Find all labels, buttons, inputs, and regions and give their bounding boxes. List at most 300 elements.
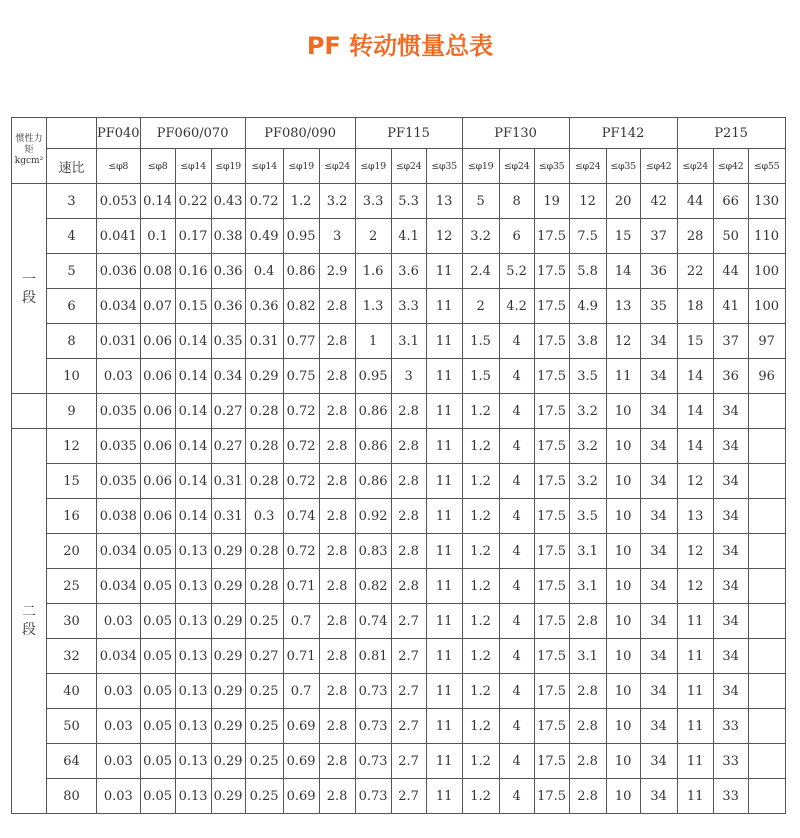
- value-cell: 0.07: [140, 289, 175, 324]
- value-cell: 2: [355, 219, 391, 254]
- value-cell: 1.2: [462, 464, 499, 499]
- value-cell: 0.29: [211, 534, 245, 569]
- value-cell: 37: [640, 219, 677, 254]
- value-cell: 2.8: [319, 744, 355, 779]
- shaft-size-header: ≤φ24: [391, 149, 426, 184]
- value-cell: 14: [677, 394, 713, 429]
- value-cell: 1: [355, 324, 391, 359]
- value-cell: [748, 604, 785, 639]
- value-cell: 14: [677, 429, 713, 464]
- value-cell: 0.05: [140, 534, 175, 569]
- value-cell: 34: [713, 499, 748, 534]
- value-cell: 1.2: [462, 394, 499, 429]
- value-cell: 34: [640, 709, 677, 744]
- value-cell: 0.06: [140, 429, 175, 464]
- stage-two-label_line2: 段: [22, 622, 36, 638]
- value-cell: 0.14: [175, 464, 211, 499]
- value-cell: 1.5: [462, 324, 499, 359]
- value-cell: 3.3: [355, 184, 391, 219]
- value-cell: 4: [499, 569, 534, 604]
- value-cell: 17.5: [534, 359, 569, 394]
- value-cell: 110: [748, 219, 785, 254]
- shaft-size-header: ≤φ42: [713, 149, 748, 184]
- value-cell: 0.7: [283, 674, 319, 709]
- ratio-cell: 25: [47, 569, 97, 604]
- value-cell: 33: [713, 779, 748, 814]
- value-cell: 17.5: [534, 744, 569, 779]
- table-row: [12, 534, 786, 569]
- ratio-cell: 80: [47, 779, 97, 814]
- value-cell: 2.8: [391, 499, 426, 534]
- value-cell: 0.05: [140, 779, 175, 814]
- value-cell: 5.8: [569, 254, 606, 289]
- value-cell: 3.1: [391, 324, 426, 359]
- value-cell: 20: [606, 184, 640, 219]
- value-cell: 1.2: [462, 674, 499, 709]
- value-cell: 44: [677, 184, 713, 219]
- shaft-size-header: ≤φ35: [606, 149, 640, 184]
- shaft-size-header: ≤φ55: [748, 149, 785, 184]
- inertia-table: [11, 117, 786, 814]
- value-cell: 0.7: [283, 604, 319, 639]
- value-cell: 2.8: [391, 394, 426, 429]
- value-cell: 4: [499, 709, 534, 744]
- value-cell: 0.34: [211, 359, 245, 394]
- value-cell: [748, 464, 785, 499]
- value-cell: 0.25: [245, 604, 283, 639]
- value-cell: 34: [640, 779, 677, 814]
- table-row: [12, 254, 786, 289]
- value-cell: 11: [426, 429, 462, 464]
- value-cell: 1.2: [462, 499, 499, 534]
- value-cell: 0.06: [140, 464, 175, 499]
- ratio-cell: 16: [47, 499, 97, 534]
- value-cell: 11: [426, 254, 462, 289]
- value-cell: 34: [640, 499, 677, 534]
- value-cell: 1.2: [462, 569, 499, 604]
- model-header: PF040: [97, 118, 141, 149]
- value-cell: 0.034: [97, 569, 141, 604]
- value-cell: 0.03: [97, 604, 141, 639]
- value-cell: 28: [677, 219, 713, 254]
- value-cell: 0.49: [245, 219, 283, 254]
- value-cell: 0.14: [175, 429, 211, 464]
- value-cell: 0.77: [283, 324, 319, 359]
- value-cell: 0.08: [140, 254, 175, 289]
- value-cell: 4: [499, 604, 534, 639]
- value-cell: 10: [606, 639, 640, 674]
- value-cell: 0.05: [140, 639, 175, 674]
- value-cell: 34: [713, 429, 748, 464]
- value-cell: 130: [748, 184, 785, 219]
- value-cell: 0.86: [355, 394, 391, 429]
- value-cell: 11: [677, 709, 713, 744]
- value-cell: 4.2: [499, 289, 534, 324]
- table-row: [12, 429, 786, 464]
- value-cell: 7.5: [569, 219, 606, 254]
- value-cell: 17.5: [534, 534, 569, 569]
- value-cell: 0.035: [97, 429, 141, 464]
- value-cell: 0.71: [283, 569, 319, 604]
- value-cell: 2: [462, 289, 499, 324]
- value-cell: 3.8: [569, 324, 606, 359]
- stage-one-label_line2: 段: [22, 289, 36, 306]
- value-cell: 0.13: [175, 604, 211, 639]
- value-cell: 1.5: [462, 359, 499, 394]
- value-cell: 0.27: [245, 639, 283, 674]
- value-cell: 22: [677, 254, 713, 289]
- value-cell: 0.15: [175, 289, 211, 324]
- value-cell: 34: [640, 429, 677, 464]
- value-cell: 34: [640, 639, 677, 674]
- table-row: [12, 674, 786, 709]
- ratio-cell: 4: [47, 219, 97, 254]
- value-cell: 0.28: [245, 429, 283, 464]
- value-cell: 0.03: [97, 359, 141, 394]
- value-cell: 0.06: [140, 394, 175, 429]
- value-cell: 0.28: [245, 569, 283, 604]
- value-cell: 10: [606, 394, 640, 429]
- value-cell: [748, 499, 785, 534]
- value-cell: 11: [426, 674, 462, 709]
- value-cell: 0.31: [211, 499, 245, 534]
- value-cell: 0.69: [283, 709, 319, 744]
- value-cell: 2.8: [319, 429, 355, 464]
- table-row: [12, 464, 786, 499]
- shaft-size-header: ≤φ8: [140, 149, 175, 184]
- value-cell: 0.27: [211, 429, 245, 464]
- value-cell: 0.034: [97, 534, 141, 569]
- value-cell: 3.2: [319, 184, 355, 219]
- value-cell: 17.5: [534, 604, 569, 639]
- value-cell: 34: [640, 534, 677, 569]
- stage-label-two: [12, 429, 47, 814]
- value-cell: 1.2: [462, 744, 499, 779]
- value-cell: 3.2: [569, 464, 606, 499]
- value-cell: 0.035: [97, 464, 141, 499]
- value-cell: 11: [677, 639, 713, 674]
- ratio-cell: 30: [47, 604, 97, 639]
- value-cell: 3: [319, 219, 355, 254]
- model-header: PF080/090: [245, 118, 355, 149]
- value-cell: 0.1: [140, 219, 175, 254]
- value-cell: 2.4: [462, 254, 499, 289]
- value-cell: 2.7: [391, 709, 426, 744]
- value-cell: 0.74: [283, 499, 319, 534]
- value-cell: 34: [640, 464, 677, 499]
- value-cell: [748, 639, 785, 674]
- value-cell: 3.2: [569, 429, 606, 464]
- ratio-cell: 5: [47, 254, 97, 289]
- value-cell: 4: [499, 534, 534, 569]
- value-cell: [748, 394, 785, 429]
- table-row: [12, 709, 786, 744]
- ratio-cell: 50: [47, 709, 97, 744]
- value-cell: 11: [426, 534, 462, 569]
- value-cell: 34: [713, 604, 748, 639]
- value-cell: 2.7: [391, 744, 426, 779]
- value-cell: 3.2: [462, 219, 499, 254]
- value-cell: 0.13: [175, 569, 211, 604]
- value-cell: 0.72: [283, 429, 319, 464]
- value-cell: [748, 779, 785, 814]
- value-cell: 0.27: [211, 394, 245, 429]
- value-cell: 2.8: [319, 639, 355, 674]
- value-cell: 12: [569, 184, 606, 219]
- value-cell: 0.13: [175, 534, 211, 569]
- value-cell: 0.03: [97, 779, 141, 814]
- value-cell: 6: [499, 219, 534, 254]
- value-cell: 0.17: [175, 219, 211, 254]
- table-row: [12, 184, 786, 219]
- value-cell: 3.1: [569, 639, 606, 674]
- value-cell: 0.14: [175, 394, 211, 429]
- table-row: [12, 744, 786, 779]
- value-cell: 0.82: [283, 289, 319, 324]
- value-cell: 12: [606, 324, 640, 359]
- value-cell: 11: [426, 464, 462, 499]
- value-cell: 0.29: [245, 359, 283, 394]
- value-cell: 12: [677, 534, 713, 569]
- value-cell: 0.13: [175, 779, 211, 814]
- value-cell: [748, 534, 785, 569]
- value-cell: 10: [606, 464, 640, 499]
- value-cell: 2.8: [319, 604, 355, 639]
- value-cell: 5.2: [499, 254, 534, 289]
- value-cell: 19: [534, 184, 569, 219]
- value-cell: 0.13: [175, 709, 211, 744]
- value-cell: 12: [426, 219, 462, 254]
- value-cell: 0.035: [97, 394, 141, 429]
- value-cell: 4: [499, 744, 534, 779]
- value-cell: 17.5: [534, 639, 569, 674]
- model-header: PF130: [462, 118, 569, 149]
- shaft-size-header: ≤φ24: [319, 149, 355, 184]
- value-cell: 0.038: [97, 499, 141, 534]
- value-cell: 0.25: [245, 744, 283, 779]
- value-cell: 0.034: [97, 639, 141, 674]
- value-cell: 11: [426, 289, 462, 324]
- value-cell: 2.8: [569, 779, 606, 814]
- value-cell: 12: [677, 464, 713, 499]
- model-header: PF060/070: [140, 118, 245, 149]
- value-cell: 0.13: [175, 639, 211, 674]
- value-cell: 41: [713, 289, 748, 324]
- value-cell: 1.3: [355, 289, 391, 324]
- value-cell: 34: [713, 674, 748, 709]
- value-cell: 100: [748, 289, 785, 324]
- value-cell: 0.86: [355, 464, 391, 499]
- value-cell: 10: [606, 674, 640, 709]
- value-cell: 0.05: [140, 744, 175, 779]
- value-cell: 0.73: [355, 779, 391, 814]
- value-cell: [748, 744, 785, 779]
- value-cell: 11: [426, 744, 462, 779]
- value-cell: 0.14: [175, 499, 211, 534]
- value-cell: 34: [713, 534, 748, 569]
- value-cell: 2.8: [391, 464, 426, 499]
- table-row: [12, 779, 786, 814]
- value-cell: 4: [499, 429, 534, 464]
- stage-label-blank: [12, 394, 47, 429]
- value-cell: 13: [677, 499, 713, 534]
- value-cell: 0.25: [245, 674, 283, 709]
- shaft-size-header: ≤φ14: [245, 149, 283, 184]
- shaft-size-header: ≤φ24: [677, 149, 713, 184]
- value-cell: 0.28: [245, 394, 283, 429]
- model-header: PF115: [355, 118, 462, 149]
- value-cell: 0.36: [211, 254, 245, 289]
- value-cell: 0.95: [283, 219, 319, 254]
- value-cell: 17.5: [534, 464, 569, 499]
- value-cell: 2.7: [391, 604, 426, 639]
- value-cell: 17.5: [534, 709, 569, 744]
- value-cell: 0.86: [355, 429, 391, 464]
- value-cell: 34: [713, 464, 748, 499]
- value-cell: 4: [499, 779, 534, 814]
- ratio-header-blank: [47, 118, 97, 149]
- value-cell: 11: [677, 744, 713, 779]
- table-row: [12, 324, 786, 359]
- shaft-size-header: ≤φ19: [355, 149, 391, 184]
- shaft-size-header: ≤φ24: [499, 149, 534, 184]
- value-cell: 18: [677, 289, 713, 324]
- value-cell: 0.036: [97, 254, 141, 289]
- value-cell: 0.72: [283, 394, 319, 429]
- value-cell: 0.29: [211, 639, 245, 674]
- value-cell: 0.71: [283, 639, 319, 674]
- value-cell: 13: [426, 184, 462, 219]
- value-cell: 0.05: [140, 569, 175, 604]
- value-cell: 13: [606, 289, 640, 324]
- stage-two-label_line1: 二: [22, 604, 36, 620]
- value-cell: 0.041: [97, 219, 141, 254]
- value-cell: 2.8: [569, 744, 606, 779]
- value-cell: 3.1: [569, 569, 606, 604]
- value-cell: 50: [713, 219, 748, 254]
- value-cell: 0.73: [355, 674, 391, 709]
- value-cell: 34: [640, 604, 677, 639]
- shaft-size-header: ≤φ35: [426, 149, 462, 184]
- corner-line2: 矩: [24, 145, 34, 155]
- shaft-size-header: ≤φ35: [534, 149, 569, 184]
- ratio-cell: 3: [47, 184, 97, 219]
- value-cell: 2.8: [319, 779, 355, 814]
- value-cell: 0.38: [211, 219, 245, 254]
- value-cell: 0.36: [245, 289, 283, 324]
- value-cell: 4: [499, 324, 534, 359]
- value-cell: 0.73: [355, 744, 391, 779]
- value-cell: 15: [677, 324, 713, 359]
- value-cell: 11: [426, 359, 462, 394]
- value-cell: 34: [640, 569, 677, 604]
- value-cell: 2.8: [391, 534, 426, 569]
- value-cell: 11: [426, 394, 462, 429]
- header-row-shafts: [12, 149, 786, 184]
- value-cell: 4: [499, 464, 534, 499]
- value-cell: 0.75: [283, 359, 319, 394]
- table-row: [12, 394, 786, 429]
- value-cell: 10: [606, 709, 640, 744]
- value-cell: 0.74: [355, 604, 391, 639]
- value-cell: 0.14: [140, 184, 175, 219]
- shaft-size-header: ≤φ14: [175, 149, 211, 184]
- value-cell: 0.053: [97, 184, 141, 219]
- stage-one-label_line1: 一: [22, 271, 36, 288]
- table-row: [12, 219, 786, 254]
- value-cell: 2.8: [319, 464, 355, 499]
- value-cell: 2.9: [319, 254, 355, 289]
- value-cell: 2.8: [569, 709, 606, 744]
- value-cell: 1.2: [462, 429, 499, 464]
- value-cell: 2.7: [391, 779, 426, 814]
- value-cell: 2.8: [569, 604, 606, 639]
- ratio-cell: 10: [47, 359, 97, 394]
- value-cell: 0.16: [175, 254, 211, 289]
- corner-line1: 惯性力: [15, 134, 43, 144]
- header-row-models: [12, 118, 786, 149]
- value-cell: 0.72: [283, 464, 319, 499]
- value-cell: 0.13: [175, 744, 211, 779]
- value-cell: 0.14: [175, 324, 211, 359]
- value-cell: 2.8: [319, 289, 355, 324]
- value-cell: 44: [713, 254, 748, 289]
- table-row: [12, 499, 786, 534]
- value-cell: 0.06: [140, 359, 175, 394]
- value-cell: 0.06: [140, 499, 175, 534]
- value-cell: 34: [713, 569, 748, 604]
- value-cell: 3.6: [391, 254, 426, 289]
- value-cell: 0.82: [355, 569, 391, 604]
- value-cell: 3.2: [569, 394, 606, 429]
- value-cell: 0.06: [140, 324, 175, 359]
- value-cell: 34: [713, 639, 748, 674]
- value-cell: 3.5: [569, 499, 606, 534]
- value-cell: 17.5: [534, 429, 569, 464]
- value-cell: 0.03: [97, 744, 141, 779]
- value-cell: 0.22: [175, 184, 211, 219]
- value-cell: 17.5: [534, 219, 569, 254]
- value-cell: 37: [713, 324, 748, 359]
- value-cell: 1.2: [462, 604, 499, 639]
- value-cell: 33: [713, 744, 748, 779]
- shaft-size-header: ≤φ19: [211, 149, 245, 184]
- value-cell: 0.031: [97, 324, 141, 359]
- ratio-cell: 32: [47, 639, 97, 674]
- value-cell: 10: [606, 569, 640, 604]
- value-cell: 0.31: [245, 324, 283, 359]
- corner-line3: kgcm²: [14, 156, 44, 166]
- value-cell: 0.29: [211, 709, 245, 744]
- value-cell: 1.2: [462, 534, 499, 569]
- table-row: [12, 289, 786, 324]
- value-cell: 11: [677, 604, 713, 639]
- value-cell: 14: [677, 359, 713, 394]
- value-cell: 0.29: [211, 674, 245, 709]
- value-cell: 1.2: [462, 639, 499, 674]
- model-header: PF142: [569, 118, 677, 149]
- value-cell: 0.29: [211, 779, 245, 814]
- value-cell: 10: [606, 429, 640, 464]
- value-cell: 0.3: [245, 499, 283, 534]
- value-cell: 4: [499, 394, 534, 429]
- value-cell: 17.5: [534, 569, 569, 604]
- value-cell: 10: [606, 744, 640, 779]
- value-cell: 33: [713, 709, 748, 744]
- value-cell: 3.1: [569, 534, 606, 569]
- value-cell: 11: [426, 709, 462, 744]
- ratio-cell: 64: [47, 744, 97, 779]
